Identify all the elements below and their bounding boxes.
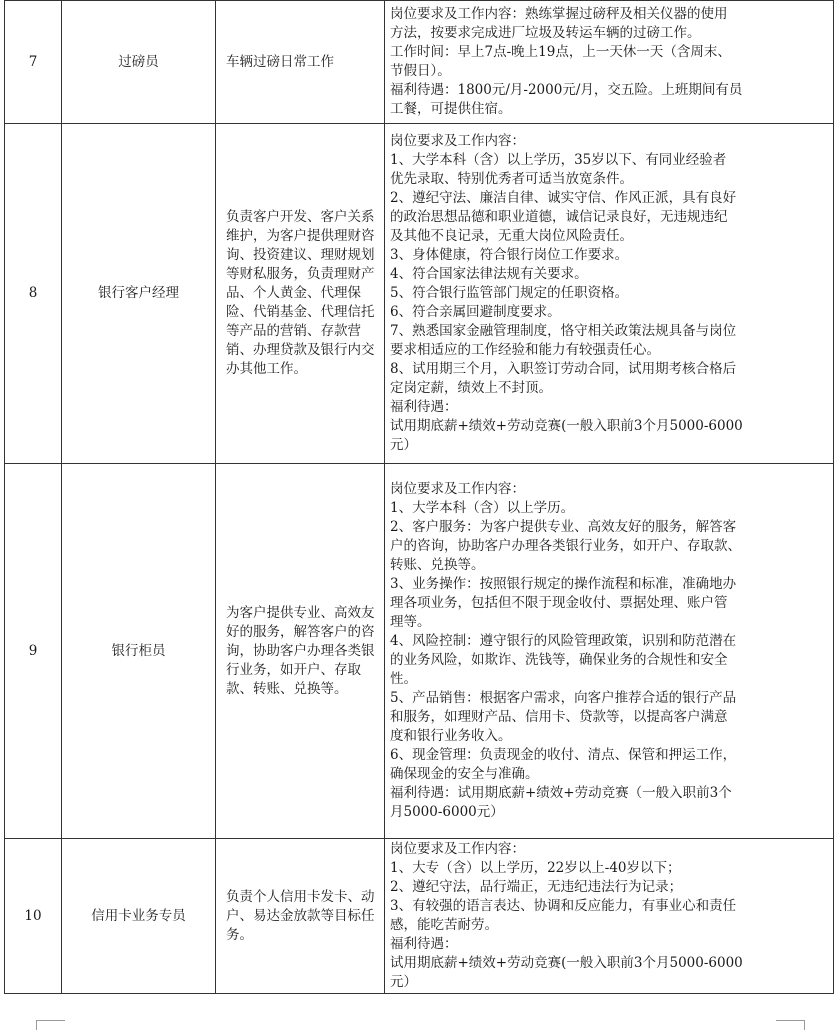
requirement-line: 4、风险控制：遵守银行的风险管理政策，识别和防范潜在	[390, 633, 737, 649]
row-number: 8	[5, 124, 62, 464]
requirement-line: 性。	[390, 671, 417, 687]
requirement-line: 方法，按要求完成进厂垃圾及转运车辆的过磅工作。	[390, 25, 701, 41]
job-title: 银行客户经理	[62, 124, 216, 464]
requirement-line: 岗位要求及工作内容：	[390, 133, 525, 149]
requirement-line: 工作时间：早上7点-晚上19点，上一天休一天（含周末、	[390, 44, 731, 60]
row-number: 10	[5, 839, 62, 994]
requirement-line: 6、符合亲属回避制度要求。	[390, 304, 561, 320]
table-row	[5, 124, 834, 464]
requirement-line: 福利待遇：	[390, 399, 458, 415]
requirement-line: 3、业务操作：按照银行规定的操作流程和标准，准确地办	[390, 576, 737, 592]
job-requirements	[385, 464, 834, 839]
requirement-line: 1、大学本科（含）以上学历，35岁以下、有同业经验者	[390, 152, 727, 168]
requirement-line: 福利待遇：	[390, 936, 458, 952]
requirement-line: 3、有较强的语言表达、协调和反应能力，有事业心和责任	[390, 898, 737, 914]
requirement-line: 试用期底薪+绩效+劳动竞赛(一般入职前3个月5000-6000	[390, 418, 743, 434]
job-duty-text: 负责个人信用卡发卡、动户、易达金放款等目标任务。	[226, 888, 375, 943]
requirement-line: 6、现金管理：负责现金的收付、清点、保管和押运工作，	[390, 747, 737, 763]
requirement-line: 的业务风险，如欺诈、洗钱等，确保业务的合规性和安全	[390, 652, 728, 668]
job-title: 信用卡业务专员	[62, 839, 216, 994]
job-duty-text: 车辆过磅日常工作	[226, 53, 334, 70]
requirement-line: 要求相适应的工作经验和能力有较强责任心。	[390, 342, 660, 358]
job-requirements	[385, 1, 834, 124]
requirement-line: 元）	[390, 974, 417, 990]
requirement-line: 2、遵纪守法、廉洁自律、诚实守信、作风正派，具有良好	[390, 190, 737, 206]
job-duty	[216, 464, 385, 839]
job-title: 过磅员	[62, 1, 216, 124]
job-duty	[216, 1, 385, 124]
requirement-line: 工餐，可提供住宿。	[390, 101, 512, 117]
job-duty	[216, 124, 385, 464]
requirement-line: 及其他不良记录，无重大岗位风险责任。	[390, 228, 633, 244]
requirement-line: 和服务，如理财产品、信用卡、贷款等，以提高客户满意	[390, 709, 728, 725]
requirement-line: 岗位要求及工作内容：熟练掌握过磅秤及相关仪器的使用	[390, 6, 728, 22]
row-number: 7	[5, 1, 62, 124]
requirement-line: 2、客户服务：为客户提供专业、高效友好的服务，解答客	[390, 519, 737, 535]
requirement-line: 岗位要求及工作内容：	[390, 841, 525, 857]
requirement-line: 5、符合银行监管部门规定的任职资格。	[390, 285, 629, 301]
requirement-line: 理等。	[390, 614, 431, 630]
requirement-line: 月5000-6000元）	[390, 804, 504, 820]
job-table	[4, 0, 834, 994]
job-requirements	[385, 839, 834, 994]
requirement-line: 的政治思想品德和职业道德，诚信记录良好，无违规违纪	[390, 209, 728, 225]
requirement-line: 节假日）。	[390, 63, 451, 79]
table-row	[5, 464, 834, 839]
requirement-line: 4、符合国家法律法规有关要求。	[390, 266, 588, 282]
requirement-line: 感，能吃苦耐劳。	[390, 917, 498, 933]
row-number: 9	[5, 464, 62, 839]
job-requirements	[385, 124, 834, 464]
job-duty-text: 负责客户开发、客户关系维护，为客户提供理财咨询、投资建议、理财规划等财私服务，负责理财产品、个人黄金、代理保险、代销基金、代理信托等产品的营销、存款营销、办理贷款及银行内交办其他工作。	[226, 209, 375, 377]
table-row	[5, 1, 834, 124]
requirement-line: 确保现金的安全与准确。	[390, 766, 539, 782]
table-row	[5, 839, 834, 994]
requirement-line: 2、遵纪守法，品行端正，无违纪违法行为记录；	[390, 879, 683, 895]
requirement-line: 理各项业务，包括但不限于现金收付、票据处理、账户管	[390, 595, 728, 611]
requirement-line: 3、身体健康，符合银行岗位工作要求。	[390, 247, 629, 263]
job-title: 银行柜员	[62, 464, 216, 839]
requirement-line: 度和银行业务收入。	[390, 728, 512, 744]
requirement-line: 1、大专（含）以上学历，22岁以上-40岁以下；	[390, 860, 681, 876]
requirement-line: 试用期底薪+绩效+劳动竞赛(一般入职前3个月5000-6000	[390, 955, 743, 971]
requirement-line: 8、试用期三个月，入职签订劳动合同，试用期考核合格后	[390, 361, 737, 377]
requirement-line: 优先录取、特别优秀者可适当放宽条件。	[390, 171, 633, 187]
requirement-line: 7、熟悉国家金融管理制度，恪守相关政策法规具备与岗位	[390, 323, 737, 339]
requirement-line: 岗位要求及工作内容：	[390, 481, 525, 497]
requirement-line: 5、产品销售：根据客户需求，向客户推荐合适的银行产品	[390, 690, 737, 706]
requirement-line: 定岗定薪，绩效上不封顶。	[390, 380, 552, 396]
requirement-line: 转账、兑换等。	[390, 557, 485, 573]
requirement-line: 福利待遇：试用期底薪+绩效+劳动竞赛（一般入职前3个	[390, 785, 732, 801]
requirement-line: 户的咨询，协助客户办理各类银行业务，如开户、存取款、	[390, 538, 741, 554]
job-duty	[216, 839, 385, 994]
requirement-line: 元）	[390, 437, 417, 453]
requirement-line: 1、大学本科（含）以上学历。	[390, 500, 575, 516]
requirement-line: 福利待遇：1800元/月-2000元/月，交五险。上班期间有员	[390, 82, 743, 98]
job-duty-text: 为客户提供专业、高效友好的服务，解答客户的咨询，协助客户办理各类银行业务，如开户、存取款、转账、兑换等。	[226, 604, 375, 697]
